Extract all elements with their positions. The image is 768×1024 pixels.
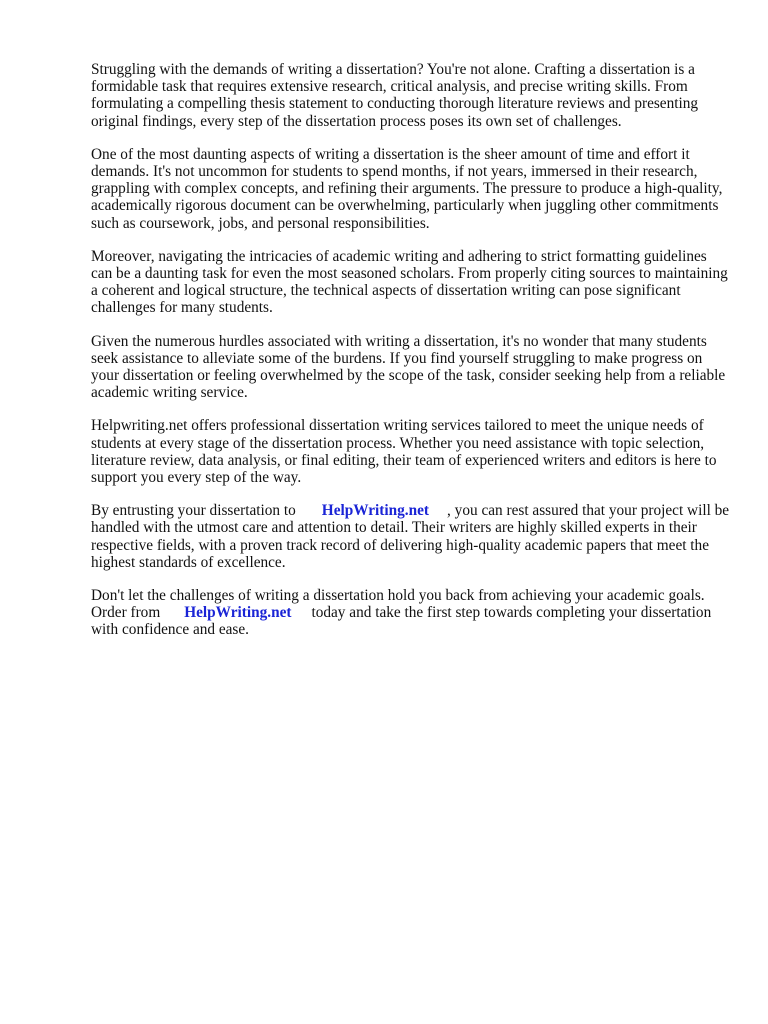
paragraph-entrusting-after: , you can rest assured that your project will be handled with the utmost care and attention to detail. Their writers are highly skilled experts in their respective fields, with a proven track record of delivering high-quality academic papers that meet the highest standards of excellence. [91, 502, 730, 571]
paragraph-cta-after: today and take the first step towards completing your dissertation with confidence and ease. [91, 604, 712, 639]
document-page [91, 61, 731, 655]
paragraph-service-offer: Helpwriting.net offers professional dissertation writing services tailored to meet the unique needs of students at every stage of the dissertation process. Whether you need assistance with topic selection, literature review, data analysis, or final editing, their team of experienced writers and editors is here to support you every step of the way. [91, 417, 717, 487]
helpwriting-link-order[interactable]: HelpWriting.net [184, 604, 292, 622]
paragraph-assistance: Given the numerous hurdles associated with writing a dissertation, it's no wonder that many students seek assistance to alleviate some of the burdens. If you find yourself struggling to make progress on your dissertation or feeling overwhelmed by the scope of the task, consider seeking help from a reliable academic writing service. [91, 332, 726, 402]
paragraph-formatting: Moreover, navigating the intricacies of academic writing and adhering to strict formatting guidelines can be a daunting task for even the most seasoned scholars. From properly citing sources to maintaining a coherent and logical structure, the technical aspects of dissertation writing can pose significant challenges for many students. [91, 247, 728, 317]
helpwriting-link[interactable]: HelpWriting.net [321, 502, 430, 520]
paragraph-entrusting-before: By entrusting your dissertation to [91, 502, 296, 520]
paragraph-time-effort: One of the most daunting aspects of writing a dissertation is the sheer amount of time and effort it demands. It's not uncommon for students to spend months, if not years, immersed in their research, grappling with complex concepts, and refining their arguments. The pressure to produce a high-quality, academically rigorous document can be overwhelming, particularly when juggling other commitments such as coursework, jobs, and personal responsibilities. [91, 145, 723, 232]
paragraph-cta-before: Don't let the challenges of writing a dissertation hold you back from achieving your academic goals. Order from [91, 587, 705, 622]
paragraph-intro: Struggling with the demands of writing a dissertation? You're not alone. Crafting a dissertation is a formidable task that requires extensive research, critical analysis, and precise writing skills. From formulating a compelling thesis statement to conducting thorough literature reviews and presenting original findings, every step of the dissertation process poses its own set of challenges. [91, 61, 699, 130]
paragraph-call-to-action [91, 587, 731, 639]
paragraph-entrusting [91, 502, 731, 571]
